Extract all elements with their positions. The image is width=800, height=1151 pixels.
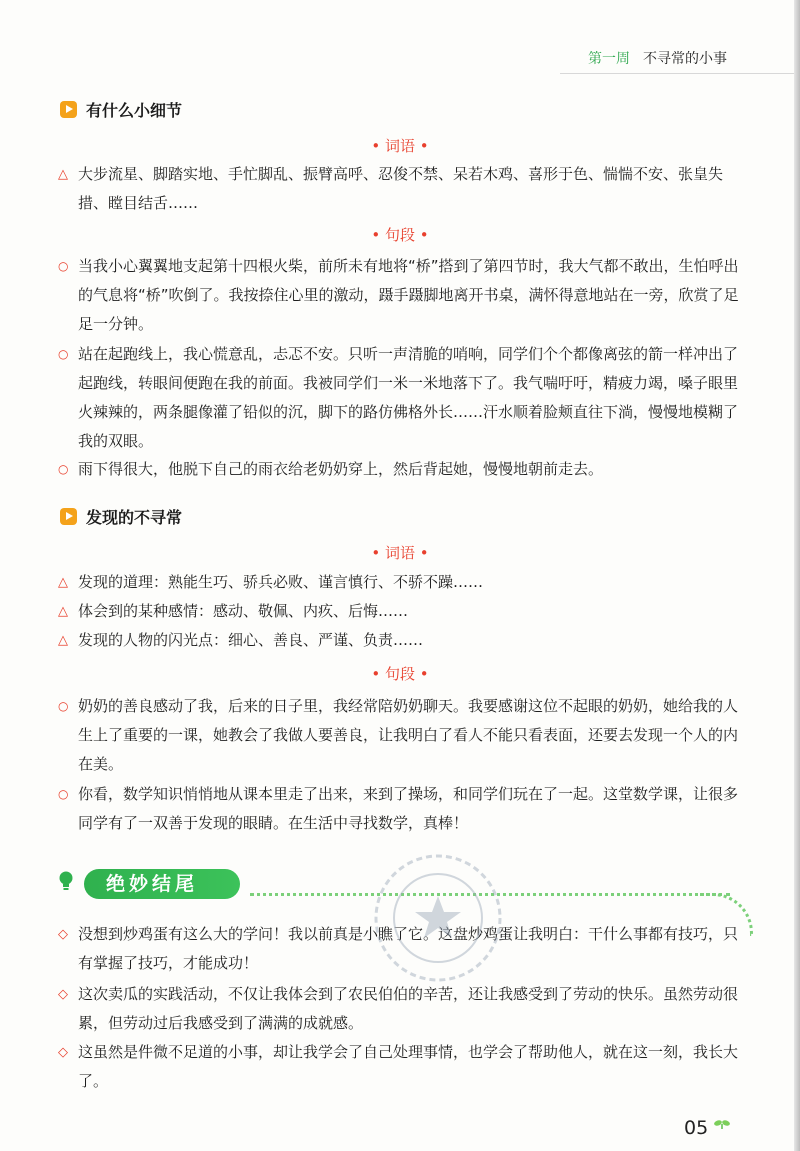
- circle-icon: ○: [58, 347, 69, 361]
- ending-title: 绝妙结尾: [106, 873, 199, 895]
- paragraphs-label: • 句段 •: [371, 226, 429, 244]
- list-item: ◇ 这虽然是件微不足道的小事，却让我学会了自己处理事情，也学会了帮助他人，就在这一刻，我长大了。: [58, 1038, 748, 1096]
- lightbulb-icon: [58, 871, 74, 891]
- diamond-icon: ◇: [58, 927, 68, 942]
- diamond-icon: ◇: [58, 987, 68, 1002]
- triangle-icon: △: [58, 167, 68, 182]
- triangle-icon: △: [58, 604, 68, 619]
- section-title: 发现的不寻常: [86, 507, 183, 527]
- words-label: • 词语 •: [371, 544, 429, 562]
- section-heading: [60, 98, 182, 120]
- circle-icon: ○: [58, 787, 69, 801]
- circle-icon: ○: [58, 699, 69, 713]
- paragraphs-label: • 句段 •: [371, 665, 429, 683]
- circle-icon: ○: [58, 462, 69, 476]
- header-divider: [560, 73, 800, 74]
- play-icon: [60, 101, 77, 118]
- list-item: ○ 站在起跑线上，我心慌意乱，忐忑不安。只听一声清脆的哨响，同学们个个都像离弦的箭一样冲出了起跑线，转眼间便跑在我的前面。我被同学们一米一米地落下了。我气喘吁吁，精疲力竭，嗓子眼里火辣辣的，两条腿像灌了铅似的沉，脚下的路仿佛格外长……汗水顺着脸颊直往下淌，慢慢地模糊了我的双眼。: [58, 340, 748, 456]
- words-label: • 词语 •: [371, 137, 429, 155]
- list-item: ○ 奶奶的善良感动了我，后来的日子里，我经常陪奶奶聊天。我要感谢这位不起眼的奶奶，她给我的人生上了重要的一课，她教会了我做人要善良，让我明白了看人不能只看表面，还要去发现一个人的内在美。: [58, 692, 748, 779]
- list-item: △ 发现的道理：熟能生巧、骄兵必败、谨言慎行、不骄不躁……: [58, 568, 748, 597]
- list-item: △ 大步流星、脚踏实地、手忙脚乱、振臂高呼、忍俊不禁、呆若木鸡、喜形于色、惴惴不安、张皇失措、瞠目结舌……: [58, 160, 748, 218]
- stamp-icon: [368, 848, 508, 988]
- diamond-icon: ◇: [58, 1045, 68, 1060]
- list-item: △ 体会到的某种感情：感动、敬佩、内疚、后悔……: [58, 597, 748, 626]
- sprout-icon: [713, 1118, 731, 1130]
- play-icon: [60, 508, 77, 525]
- header-title: 不寻常的小事: [643, 51, 727, 67]
- list-item: △ 发现的人物的闪光点：细心、善良、严谨、负责……: [58, 626, 748, 655]
- header-week: 第一周: [588, 51, 630, 67]
- list-item: ○ 雨下得很大，他脱下自己的雨衣给老奶奶穿上，然后背起她，慢慢地朝前走去。: [58, 455, 748, 484]
- ending-banner: [48, 863, 248, 903]
- triangle-icon: △: [58, 575, 68, 590]
- section-heading: [60, 505, 182, 527]
- list-item: ○ 当我小心翼翼地支起第十四根火柴，前所未有地将“桥”搭到了第四节时，我大气都不敢出，生怕呼出的气息将“桥”吹倒了。我按捺住心里的激动，蹑手蹑脚地离开书桌，满怀得意地站在一旁，欣赏了足足一分钟。: [58, 252, 748, 339]
- page-number: 05: [684, 1117, 709, 1139]
- circle-icon: ○: [58, 259, 69, 273]
- list-item: ◇ 这次卖瓜的实践活动，不仅让我体会到了农民伯伯的辛苦，还让我感受到了劳动的快乐。虽然劳动很累，但劳动过后我感受到了满满的成就感。: [58, 980, 748, 1038]
- page-edge: [794, 0, 800, 1151]
- triangle-icon: △: [58, 633, 68, 648]
- list-item: ◇ 没想到炒鸡蛋有这么大的学问！我以前真是小瞧了它。这盘炒鸡蛋让我明白：干什么事都有技巧，只有掌握了技巧，才能成功！: [58, 920, 748, 978]
- list-item: ○ 你看，数学知识悄悄地从课本里走了出来，来到了操场，和同学们玩在了一起。这堂数学课，让很多同学有了一双善于发现的眼睛。在生活中寻找数学，真棒！: [58, 780, 748, 838]
- section-title: 有什么小细节: [86, 100, 183, 120]
